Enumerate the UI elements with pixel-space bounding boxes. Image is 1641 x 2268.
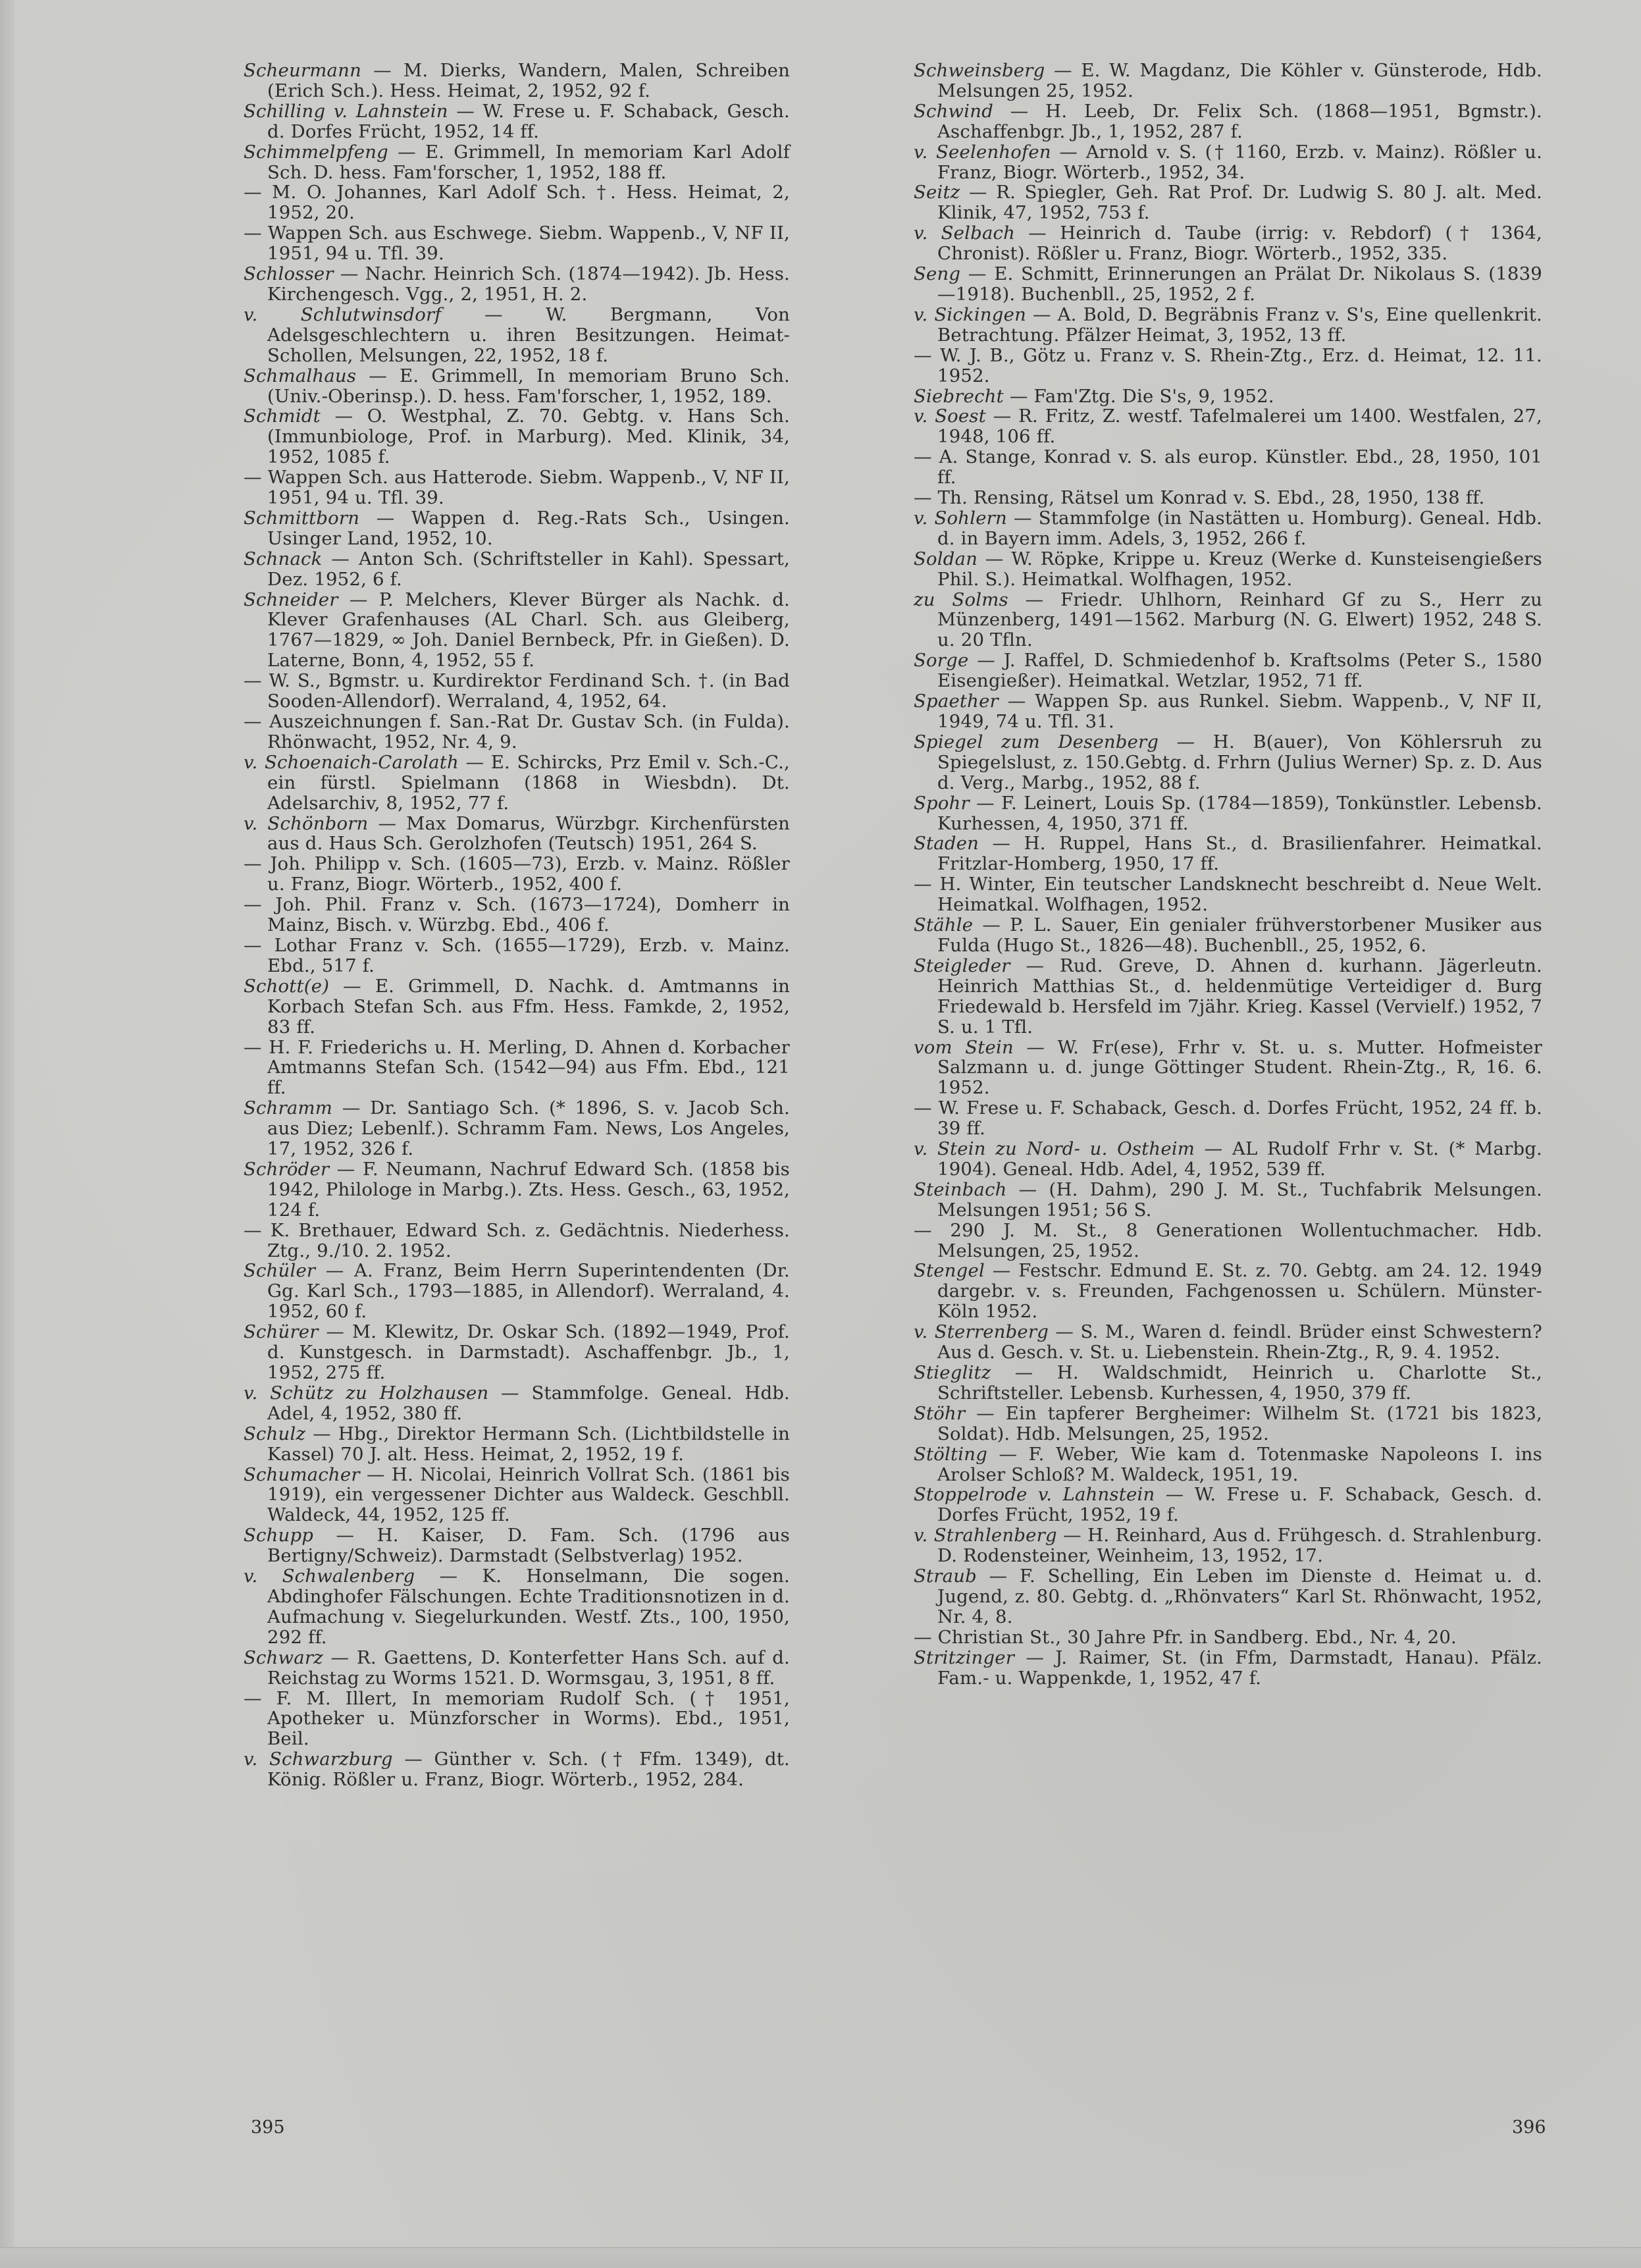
entry-citation: — Auszeichnungen f. San.-Rat Dr. Gustav Sch. (in Fulda). Rhönwacht, 1952, Nr. 4, 9.	[244, 711, 790, 752]
entry-headword: Staden	[914, 833, 979, 855]
entry-citation: — A. Franz, Beim Herrn Superintendenten (Dr. Gg. Karl Sch., 1793—1885, in Allendorf). Werraland, 4. 1952, 60 f.	[267, 1260, 790, 1323]
bibliography-entry	[914, 101, 1542, 142]
entry-citation: — W. Frese u. F. Schaback, Gesch. d. Dorfes Frücht, 1952, 24 ff. b. 39 ff.	[914, 1097, 1542, 1140]
entry-prefix: v.	[914, 1525, 934, 1546]
entry-prefix: v.	[244, 1382, 271, 1404]
entry-headword: vom Stein	[914, 1036, 1014, 1058]
entry-citation: — Wappen Sp. aus Runkel. Siebm. Wappenb., V, NF II, 1949, 74 u. Tfl. 31.	[937, 691, 1542, 732]
entry-prefix: zu	[914, 589, 952, 610]
entry-citation: — R. Gaettens, D. Konterfetter Hans Sch. auf d. Reichstag zu Worms 1521. D. Wormsgau, 3, 1951, 8 ff.	[267, 1647, 790, 1689]
entry-prefix: v.	[914, 507, 935, 529]
entry-headword: Schnack	[244, 548, 323, 569]
entry-citation: — A. Bold, D. Begräbnis Franz v. S's, Eine quellenkrit. Betrachtung. Pfälzer Heimat, 3, 1952, 13 ff.	[937, 303, 1543, 346]
bibliography-entry	[914, 182, 1542, 223]
entry-headword: Stritzinger	[914, 1647, 1015, 1668]
entry-headword: Schweinsberg	[914, 60, 1045, 81]
bibliography-entry	[914, 1038, 1542, 1099]
entry-prefix: v.	[244, 1749, 269, 1770]
bibliography-entry	[244, 1383, 790, 1424]
entry-headword: Strahlenberg	[933, 1525, 1057, 1546]
entry-citation: — W. Frese u. F. Schaback, Gesch. d. Dorfes Frücht, 1952, 19 f.	[937, 1484, 1542, 1526]
bibliography-subentry	[244, 223, 790, 264]
entry-citation: — Anton Sch. (Schriftsteller in Kahl). Spessart, Dez. 1952, 6 f.	[267, 548, 790, 590]
bibliography-entry	[914, 549, 1542, 590]
left-column	[244, 61, 790, 1790]
entry-citation: — M. Klewitz, Dr. Oskar Sch. (1892—1949, Prof. d. Kunstgesch. in Darmstadt). Aschaffenbgr. Jb., 1, 1952, 275 ff.	[267, 1321, 790, 1383]
bibliography-subentry	[244, 895, 790, 936]
entry-citation: — H. Kaiser, D. Fam. Sch. (1796 aus Bertigny/Schweiz). Darmstadt (Selbstverlag) 1952.	[267, 1525, 790, 1567]
bibliography-entry	[244, 1648, 790, 1689]
bibliography-entry	[244, 508, 790, 549]
entry-citation: — W. J. B., Götz u. Franz v. S. Rhein-Ztg., Erz. d. Heimat, 12. 11. 1952.	[914, 344, 1542, 386]
bibliography-entry	[914, 833, 1542, 874]
entry-citation: — H. Winter, Ein teutscher Landsknecht beschreibt d. Neue Welt. Heimatkal. Wolfhagen, 1952.	[914, 874, 1542, 916]
entry-citation: — E. Grimmell, In memoriam Bruno Sch. (Univ.-Oberinsp.). D. hess. Fam'forscher, 1, 1952, 189.	[267, 365, 790, 407]
bibliography-subentry	[244, 1038, 790, 1099]
entry-prefix: v.	[914, 1138, 937, 1160]
entry-prefix: v.	[914, 303, 935, 325]
entry-citation: — H. Ruppel, Hans St., d. Brasilienfahrer. Heimatkal. Fritzlar-Homberg, 1950, 17 ff.	[937, 833, 1542, 875]
entry-citation: — Dr. Santiago Sch. (* 1896, S. v. Jacob Sch. aus Diez; Lebenlf.). Schramm Fam. News, Los Angeles, 17, 1952, 326 f.	[267, 1097, 790, 1160]
bibliography-entry	[914, 590, 1542, 651]
entry-headword: Selbach	[941, 223, 1016, 244]
bibliography-entry	[914, 1363, 1542, 1404]
bibliography-subentry	[244, 854, 790, 895]
entry-citation: — E. Schmitt, Erinnerungen an Prälat Dr. Nikolaus S. (1839—1918). Buchenbll., 25, 1952, 2 f.	[937, 263, 1542, 305]
entry-citation: — P. Melchers, Klever Bürger als Nachk. d. Klever Grafenhauses (AL Charl. Sch. aus Gleiberg, 1767—1829, ∞ Joh. Daniel Bernbeck, Pfr. in Gießen). D. Laterne, Bonn, 4, 1952, 55 f.	[267, 589, 790, 672]
entry-citation: — Joh. Philipp v. Sch. (1605—73), Erzb. v. Mainz. Rößler u. Franz, Biogr. Wörterb., 1952, 400 f.	[244, 853, 790, 895]
bibliography-subentry	[244, 936, 790, 976]
entry-headword: Schwarzburg	[269, 1749, 393, 1770]
bibliography-entry	[914, 508, 1542, 549]
bibliography-entry	[244, 1424, 790, 1465]
bibliography-subentry	[244, 1689, 790, 1750]
entry-citation: — Th. Rensing, Rätsel um Konrad v. S. Ebd., 28, 1950, 138 ff.	[914, 487, 1485, 509]
left-page-number: 395	[251, 2117, 285, 2138]
entry-headword: Schlosser	[244, 263, 334, 285]
entry-citation: — Friedr. Uhlhorn, Reinhard Gf zu S., Herr zu Münzenberg, 1491—1562. Marburg (N. G. Elwert) 1952, 248 S. u. 20 Tfln.	[937, 589, 1542, 651]
entry-citation: — Max Domarus, Würzbgr. Kirchenfürsten aus d. Haus Sch. Gerolzhofen (Teutsch) 1951, 264 S.	[267, 812, 790, 855]
entry-citation: — Stammfolge (in Nastätten u. Homburg). Geneal. Hdb. d. in Bayern imm. Adels, 3, 1952, 266 f.	[937, 507, 1542, 549]
bibliography-entry	[244, 61, 790, 101]
entry-headword: Schönborn	[267, 812, 369, 834]
right-page-number: 396	[1512, 2117, 1546, 2138]
entry-citation: — E. W. Magdanz, Die Köhler v. Günsterode, Hdb. Melsungen 25, 1952.	[937, 60, 1542, 101]
entry-prefix: v.	[244, 812, 268, 834]
entry-headword: Seitz	[914, 182, 960, 203]
bibliography-entry	[244, 1525, 790, 1566]
entry-citation: — Wappen Sch. aus Hatterode. Siebm. Wappenb., V, NF II, 1951, 94 u. Tfl. 39.	[244, 467, 790, 509]
entry-citation: — Ein tapferer Bergheimer: Wilhelm St. (1721 bis 1823, Soldat). Hdb. Melsungen, 25, 1952.	[937, 1402, 1542, 1444]
bibliography-entry	[914, 956, 1542, 1038]
entry-citation: — S. M., Waren d. feindl. Brüder einst Schwestern? Aus d. Gesch. v. St. u. Liebenstein. Rhein-Ztg., R, 9. 4. 1952.	[937, 1321, 1542, 1363]
bibliography-subentry	[244, 1221, 790, 1261]
entry-citation: — Fam'Ztg. Die S's, 9, 1952.	[1003, 385, 1274, 407]
bibliography-subentry	[914, 1627, 1542, 1648]
entry-prefix: v.	[914, 406, 935, 427]
entry-headword: Schlutwinsdorf	[300, 303, 442, 325]
bibliography-entry	[244, 976, 790, 1038]
entry-citation: — W. Röpke, Krippe u. Kreuz (Werke d. Kunsteisengießers Phil. S.). Heimatkal. Wolfhagen, 1952.	[937, 548, 1542, 590]
bibliography-entry	[244, 1749, 790, 1790]
entry-headword: Schürer	[244, 1321, 319, 1343]
entry-prefix: v.	[914, 223, 941, 244]
entry-citation: — R. Spiegler, Geh. Rat Prof. Dr. Ludwig S. 80 J. alt. Med. Klinik, 47, 1952, 753 f.	[937, 182, 1542, 224]
entry-citation: — Arnold v. S. († 1160, Erzb. v. Mainz). Rößler u. Franz, Biogr. Wörterb., 1952, 34.	[937, 141, 1543, 183]
bibliography-entry	[914, 305, 1542, 346]
entry-citation: — Nachr. Heinrich Sch. (1874—1942). Jb. Hess. Kirchengesch. Vgg., 2, 1951, H. 2.	[267, 263, 790, 305]
entry-headword: Spaether	[914, 691, 999, 712]
bibliography-entry	[914, 732, 1542, 793]
entry-headword: Stöhr	[914, 1402, 966, 1424]
bibliography-entry	[914, 223, 1542, 264]
entry-headword: Sickingen	[934, 303, 1026, 325]
entry-citation: — Hbg., Direktor Hermann Sch. (Lichtbildstelle in Kassel) 70 J. alt. Hess. Heimat, 2, 1952, 19 f.	[267, 1423, 790, 1465]
bibliography-entry	[914, 61, 1542, 101]
entry-prefix: v.	[914, 1321, 935, 1343]
bibliography-entry	[244, 305, 790, 366]
entry-headword: Seelenhofen	[936, 141, 1051, 163]
entry-headword: Stölting	[914, 1443, 988, 1465]
entry-prefix: v.	[244, 751, 265, 773]
entry-citation: — A. Stange, Konrad v. S. als europ. Künstler. Ebd., 28, 1950, 101 ff.	[914, 446, 1542, 488]
bibliography-entry	[914, 1322, 1542, 1363]
entry-headword: Schneider	[244, 589, 338, 610]
entry-headword: Schott(e)	[244, 975, 330, 997]
entry-citation: — Wappen d. Reg.-Rats Sch., Usingen. Usinger Land, 1952, 10.	[267, 507, 790, 549]
entry-headword: Schütz zu Holzhausen	[270, 1382, 489, 1404]
entry-headword: Seng	[914, 263, 961, 285]
bibliography-entry	[914, 386, 1542, 407]
bibliography-entry	[244, 1566, 790, 1648]
entry-citation: — 290 J. M. St., 8 Generationen Wollentuchmacher. Hdb. Melsungen, 25, 1952.	[914, 1219, 1542, 1261]
entry-headword: Stieglitz	[914, 1362, 991, 1383]
entry-citation: — H. Nicolai, Heinrich Vollrat Sch. (1861 bis 1919), ein vergessener Dichter aus Waldeck. Geschbll. Waldeck, 44, 1952, 125 ff.	[267, 1464, 790, 1526]
bibliography-entry	[244, 814, 790, 855]
bibliography-entry	[244, 366, 790, 407]
entry-headword: Schmittborn	[244, 507, 360, 529]
bibliography-entry	[914, 406, 1542, 447]
bibliography-subentry	[244, 182, 790, 223]
entry-headword: Schumacher	[244, 1464, 360, 1485]
bibliography-entry	[244, 101, 790, 142]
bibliography-entry	[244, 406, 790, 467]
entry-citation: — F. Neumann, Nachruf Edward Sch. (1858 bis 1942, Philologe in Marbg.). Zts. Hess. Gesch., 63, 1952, 124 f.	[267, 1158, 790, 1221]
entry-headword: Straub	[914, 1566, 977, 1587]
entry-headword: Stähle	[914, 914, 974, 936]
bibliography-entry	[244, 549, 790, 590]
entry-citation: — E. Schircks, Prz Emil v. Sch.-C., ein fürstl. Spielmann (1868 in Wiesbdn). Dt. Adelsarchiv, 8, 1952, 77 f.	[267, 751, 790, 814]
bibliography-subentry	[244, 712, 790, 752]
entry-headword: Sorge	[914, 650, 969, 672]
entry-headword: Solms	[952, 589, 1008, 610]
entry-prefix: v.	[244, 1566, 282, 1587]
bibliography-subentry	[914, 1221, 1542, 1261]
bibliography-entry	[244, 1465, 790, 1526]
entry-citation: — W. Fr(ese), Frhr v. St. u. s. Mutter. Hofmeister Salzmann u. d. junge Göttinger Student. Rhein-Ztg., R, 16. 6. 1952.	[937, 1036, 1543, 1099]
entry-headword: Soldan	[914, 548, 978, 569]
entry-headword: Sterrenberg	[934, 1321, 1049, 1343]
entry-citation: — R. Fritz, Z. westf. Tafelmalerei um 1400. Westfalen, 27, 1948, 106 ff.	[937, 406, 1542, 448]
bibliography-entry	[244, 590, 790, 672]
bibliography-subentry	[914, 488, 1542, 508]
entry-headword: Steinbach	[914, 1178, 1007, 1200]
bibliography-entry	[914, 915, 1542, 956]
bibliography-entry	[914, 1444, 1542, 1485]
entry-citation: — H. Reinhard, Aus d. Frühgesch. d. Strahlenburg. D. Rodensteiner, Weinheim, 13, 1952, 17.	[937, 1525, 1543, 1567]
entry-citation: — O. Westphal, Z. 70. Gebtg. v. Hans Sch. (Immunbiologe, Prof. in Marburg). Med. Klinik, 34, 1952, 1085 f.	[267, 406, 790, 468]
bibliography-entry	[244, 1159, 790, 1221]
right-column	[914, 61, 1542, 1689]
bibliography-entry	[244, 1322, 790, 1383]
entry-citation: — J. Raffel, D. Schmiedenhof b. Kraftsolms (Peter S., 1580 Eisengießer). Heimatkal. Wetzlar, 1952, 71 ff.	[937, 650, 1542, 692]
bibliography-subentry	[914, 1098, 1542, 1139]
entry-citation: — Lothar Franz v. Sch. (1655—1729), Erzb. v. Mainz. Ebd., 517 f.	[244, 934, 790, 976]
bibliography-entry	[914, 1180, 1542, 1221]
entry-headword: Schimmelpfeng	[244, 141, 388, 163]
entry-citation: — (H. Dahm), 290 J. M. St., Tuchfabrik Melsungen. Melsungen 1951; 56 S.	[937, 1178, 1542, 1221]
entry-citation: — K. Brethauer, Edward Sch. z. Gedächtnis. Niederhess. Ztg., 9./10. 2. 1952.	[244, 1219, 790, 1261]
entry-headword: Scheurmann	[244, 60, 361, 81]
bibliography-entry	[914, 1261, 1542, 1322]
entry-citation: — F. M. Illert, In memoriam Rudolf Sch. († 1951, Apotheker u. Münzforscher in Worms). Ebd., 1951, Beil.	[244, 1687, 790, 1750]
bibliography-entry	[244, 752, 790, 814]
bibliography-entry	[914, 1404, 1542, 1444]
bibliography-entry	[914, 1566, 1542, 1627]
entry-headword: Schramm	[244, 1097, 333, 1119]
entry-citation: — Joh. Phil. Franz v. Sch. (1673—1724), Domherr in Mainz, Bisch. v. Würzbg. Ebd., 406 f.	[244, 894, 790, 936]
entry-citation: — Wappen Sch. aus Eschwege. Siebm. Wappenb., V, NF II, 1951, 94 u. Tfl. 39.	[244, 223, 790, 265]
entry-headword: Stein zu Nord- u. Ostheim	[937, 1138, 1195, 1160]
entry-prefix: v.	[914, 141, 937, 163]
entry-headword: Stengel	[914, 1260, 985, 1282]
entry-headword: Spiegel zum Desenberg	[914, 731, 1159, 752]
entry-headword: Schoenaich-Carolath	[264, 751, 459, 773]
entry-citation: — AL Rudolf Frhr v. St. (* Marbg. 1904). Geneal. Hdb. Adel, 4, 1952, 539 ff.	[937, 1138, 1542, 1180]
bibliography-subentry	[914, 447, 1542, 488]
bibliography-entry	[244, 1261, 790, 1322]
entry-citation: — M. O. Johannes, Karl Adolf Sch. †. Hess. Heimat, 2, 1952, 20.	[244, 182, 790, 224]
bibliography-subentry	[244, 671, 790, 712]
bibliography-subentry	[914, 874, 1542, 915]
bibliography-entry	[244, 1098, 790, 1159]
entry-prefix: v.	[244, 303, 301, 325]
entry-citation: — E. Grimmell, In memoriam Karl Adolf Sch. D. hess. Fam'forscher, 1, 1952, 188 ff.	[267, 141, 790, 183]
entry-citation: — E. Grimmell, D. Nachk. d. Amtmanns in Korbach Stefan Sch. aus Ffm. Hess. Famkde, 2, 1952, 83 ff.	[267, 975, 790, 1038]
bibliography-subentry	[244, 467, 790, 508]
entry-headword: Schmalhaus	[244, 365, 357, 386]
bibliography-entry	[914, 691, 1542, 732]
page-edge-bottom	[0, 2247, 1641, 2268]
entry-headword: Schüler	[244, 1260, 316, 1282]
entry-citation: — W. Frese u. F. Schaback, Gesch. d. Dorfes Frücht, 1952, 14 ff.	[267, 100, 790, 142]
entry-citation: — H. Waldschmidt, Heinrich u. Charlotte St., Schriftsteller. Lebensb. Kurhessen, 4, 1950, 379 ff.	[937, 1362, 1542, 1404]
bibliography-entry	[914, 793, 1542, 834]
entry-citation: — W. Bergmann, Von Adelsgeschlechtern u. ihren Besitzungen. Heimat-Schollen, Melsungen, 22, 1952, 18 f.	[267, 303, 791, 366]
entry-citation: — Günther v. Sch. († Ffm. 1349), dt. König. Rößler u. Franz, Biogr. Wörterb., 1952, 284.	[267, 1749, 790, 1791]
entry-citation: — F. Leinert, Louis Sp. (1784—1859), Tonkünstler. Lebensb. Kurhessen, 4, 1950, 371 ff.	[937, 792, 1542, 834]
entry-citation: — Rud. Greve, D. Ahnen d. kurhann. Jägerleutn. Heinrich Matthias St., d. heldenmütige Verteidiger d. Burg Friedewald b. Hersfeld im 7jähr. Krieg. Kassel (Vervielf.) 1952, 7 S. u. 1 Tfl.	[937, 955, 1542, 1038]
entry-citation: — Stammfolge. Geneal. Hdb. Adel, 4, 1952, 380 ff.	[267, 1382, 790, 1424]
entry-citation: — Festschr. Edmund E. St. z. 70. Gebtg. am 24. 12. 1949 dargebr. v. s. Freunden, Fachgenossen u. Schülern. Münster-Köln 1952.	[937, 1260, 1542, 1323]
entry-headword: Soest	[935, 406, 986, 427]
entry-headword: Spohr	[914, 792, 970, 814]
entry-citation: — K. Honselmann, Die sogen. Abdinghofer Fälschungen. Echte Traditionsnotizen in d. Aufmachung v. Siegelurkunden. Westf. Zts., 100, 1950, 292 ff.	[267, 1566, 791, 1648]
entry-headword: Schmidt	[244, 406, 321, 427]
entry-headword: Schröder	[244, 1158, 330, 1180]
bibliography-entry	[914, 1139, 1542, 1180]
entry-citation: — Christian St., 30 Jahre Pfr. in Sandberg. Ebd., Nr. 4, 20.	[914, 1626, 1457, 1648]
entry-citation: — Heinrich d. Taube (irrig: v. Rebdorf) († 1364, Chronist). Rößler u. Franz, Biogr. Wörterb., 1952, 335.	[937, 223, 1542, 265]
bibliography-entry	[244, 264, 790, 305]
bibliography-entry	[914, 264, 1542, 305]
entry-headword: Schwind	[914, 100, 994, 122]
entry-headword: Schwarz	[244, 1647, 323, 1668]
entry-headword: Schupp	[244, 1525, 314, 1546]
bibliography-entry	[914, 142, 1542, 183]
entry-headword: Schilling v. Lahnstein	[244, 100, 448, 122]
entry-headword: Steigleder	[914, 955, 1010, 976]
entry-headword: Sohlern	[934, 507, 1007, 529]
entry-citation: — F. Weber, Wie kam d. Totenmaske Napoleons I. ins Arolser Schloß? M. Waldeck, 1951, 19.	[937, 1443, 1542, 1485]
entry-citation: — H. Leeb, Dr. Felix Sch. (1868—1951, Bgmstr.). Aschaffenbgr. Jb., 1, 1952, 287 f.	[937, 100, 1542, 142]
entry-citation: — H. F. Friederichs u. H. Merling, D. Ahnen d. Korbacher Amtmanns Stefan Sch. (1542—94) aus Ffm. Ebd., 121 ff.	[244, 1036, 790, 1099]
bibliography-entry	[914, 650, 1542, 691]
entry-citation: — J. Raimer, St. (in Ffm, Darmstadt, Hanau). Pfälz. Fam.- u. Wappenkde, 1, 1952, 47 f.	[937, 1647, 1542, 1689]
entry-headword: Schulz	[244, 1423, 306, 1444]
bibliography-entry	[914, 1648, 1542, 1689]
entry-headword: Stoppelrode v. Lahnstein	[914, 1484, 1155, 1506]
bibliography-entry	[914, 1485, 1542, 1525]
bibliography-entry	[244, 142, 790, 183]
entry-citation: — M. Dierks, Wandern, Malen, Schreiben (Erich Sch.). Hess. Heimat, 2, 1952, 92 f.	[267, 60, 790, 101]
bibliography-subentry	[914, 346, 1542, 386]
entry-citation: — W. S., Bgmstr. u. Kurdirektor Ferdinand Sch. †. (in Bad Sooden-Allendorf). Werraland, 4, 1952, 64.	[244, 670, 790, 712]
entry-headword: Siebrecht	[914, 385, 1004, 407]
entry-headword: Schwalenberg	[282, 1566, 415, 1587]
entry-citation: — H. B(auer), Von Köhlersruh zu Spiegelslust, z. 150.Gebtg. d. Frhrn (Julius Werner) Sp. z. D. Aus d. Verg., Marbg., 1952, 88 f.	[937, 731, 1542, 793]
entry-citation: — F. Schelling, Ein Leben im Dienste d. Heimat u. d. Jugend, z. 80. Gebtg. d. „Rhönvaters“ Karl St. Rhönwacht, 1952, Nr. 4, 8.	[937, 1566, 1542, 1627]
entry-citation: — P. L. Sauer, Ein genialer frühverstorbener Musiker aus Fulda (Hugo St., 1826—48). Buchenbll., 25, 1952, 6.	[937, 914, 1542, 956]
page-edge-left	[0, 0, 14, 2268]
bibliography-entry	[914, 1525, 1542, 1566]
